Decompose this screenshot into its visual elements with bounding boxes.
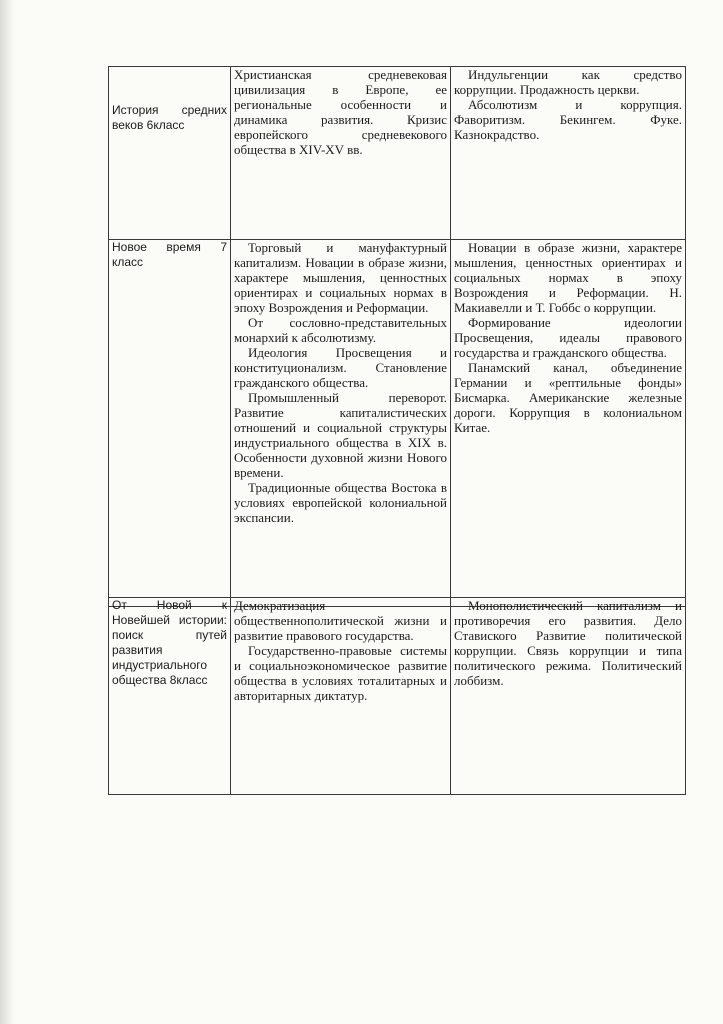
content-paragraph: Христианская средневековая цивилизация в Европе, ее региональные особенности и динамика развития. Кризис европейского средневекового общества в XIV-XV вв.: [234, 67, 447, 157]
content-cell: [231, 240, 451, 607]
corruption-paragraph: Новации в образе жизни, характере мышления, ценностных ориентирах и социальных нормах в эпоху Возрождения и Реформации. Н. Макиавелли и Т. Гоббс о коррупции.: [454, 240, 682, 315]
content-paragraph: Идеология Просвещения и конституционализм. Становление гражданского общества.: [234, 345, 447, 390]
content-paragraph: Промышленный переворот. Развитие капиталистических отношений и социальной структуры индустриального общества в XIX в. Особенности духовной жизни Нового времени.: [234, 390, 447, 480]
corruption-paragraph: Панамский канал, объединение Германии и «рептильные фонды» Бисмарка. Американские железные дороги. Коррупция в колониальном Китае.: [454, 360, 682, 435]
corruption-paragraph: Формирование идеологии Просвещения, идеалы правового государства и гражданского общества.: [454, 315, 682, 360]
content-paragraph: Демократизация общественнополитической жизни и развитие правового государства.: [234, 598, 447, 643]
content-paragraph: Традиционные общества Востока в условиях европейской колониальной экспансии.: [234, 480, 447, 525]
curriculum-table-bottom: [108, 597, 686, 795]
content-cell: [231, 67, 451, 240]
corruption-paragraph: Индульгенции как средство коррупции. Продажность церкви.: [454, 67, 682, 97]
corruption-topic-cell: [451, 67, 686, 240]
table-row: [109, 240, 686, 607]
subject-cell: [109, 67, 231, 240]
content-paragraph: От сословно-представительных монархий к абсолютизму.: [234, 315, 447, 345]
curriculum-table-top: [108, 66, 686, 607]
subject-text: Новое время 7 класс: [112, 240, 227, 269]
scan-edge-shadow: [0, 0, 14, 1024]
corruption-paragraph: Монополистический капитализм и противоречия его развития. Дело Ставиского Развитие политической коррупции. Связь коррупции и типа политического режима. Политический лоббизм.: [454, 598, 682, 688]
corruption-paragraph: Абсолютизм и коррупция. Фаворитизм. Бекингем. Фуке. Казнокрадство.: [454, 97, 682, 142]
subject-cell: [109, 598, 231, 795]
table-row: [109, 598, 686, 795]
table-row: [109, 67, 686, 240]
corruption-topic-cell: [451, 598, 686, 795]
content-paragraph: Торговый и мануфактурный капитализм. Новации в образе жизни, характере мышления, ценностных ориентирах и социальных нормах в эпоху Возрождения и Реформации.: [234, 240, 447, 315]
corruption-topic-cell: [451, 240, 686, 607]
subject-cell: [109, 240, 231, 607]
subject-text: От Новой к Новейшей истории: поиск путей развития индустриального общества 8класс: [112, 598, 227, 687]
content-paragraph: Государственно-правовые системы и социальноэкономическое развитие общества в условиях тоталитарных и авторитарных диктатур.: [234, 643, 447, 703]
content-cell: [231, 598, 451, 795]
subject-text: История средних веков 6класс: [112, 103, 227, 132]
